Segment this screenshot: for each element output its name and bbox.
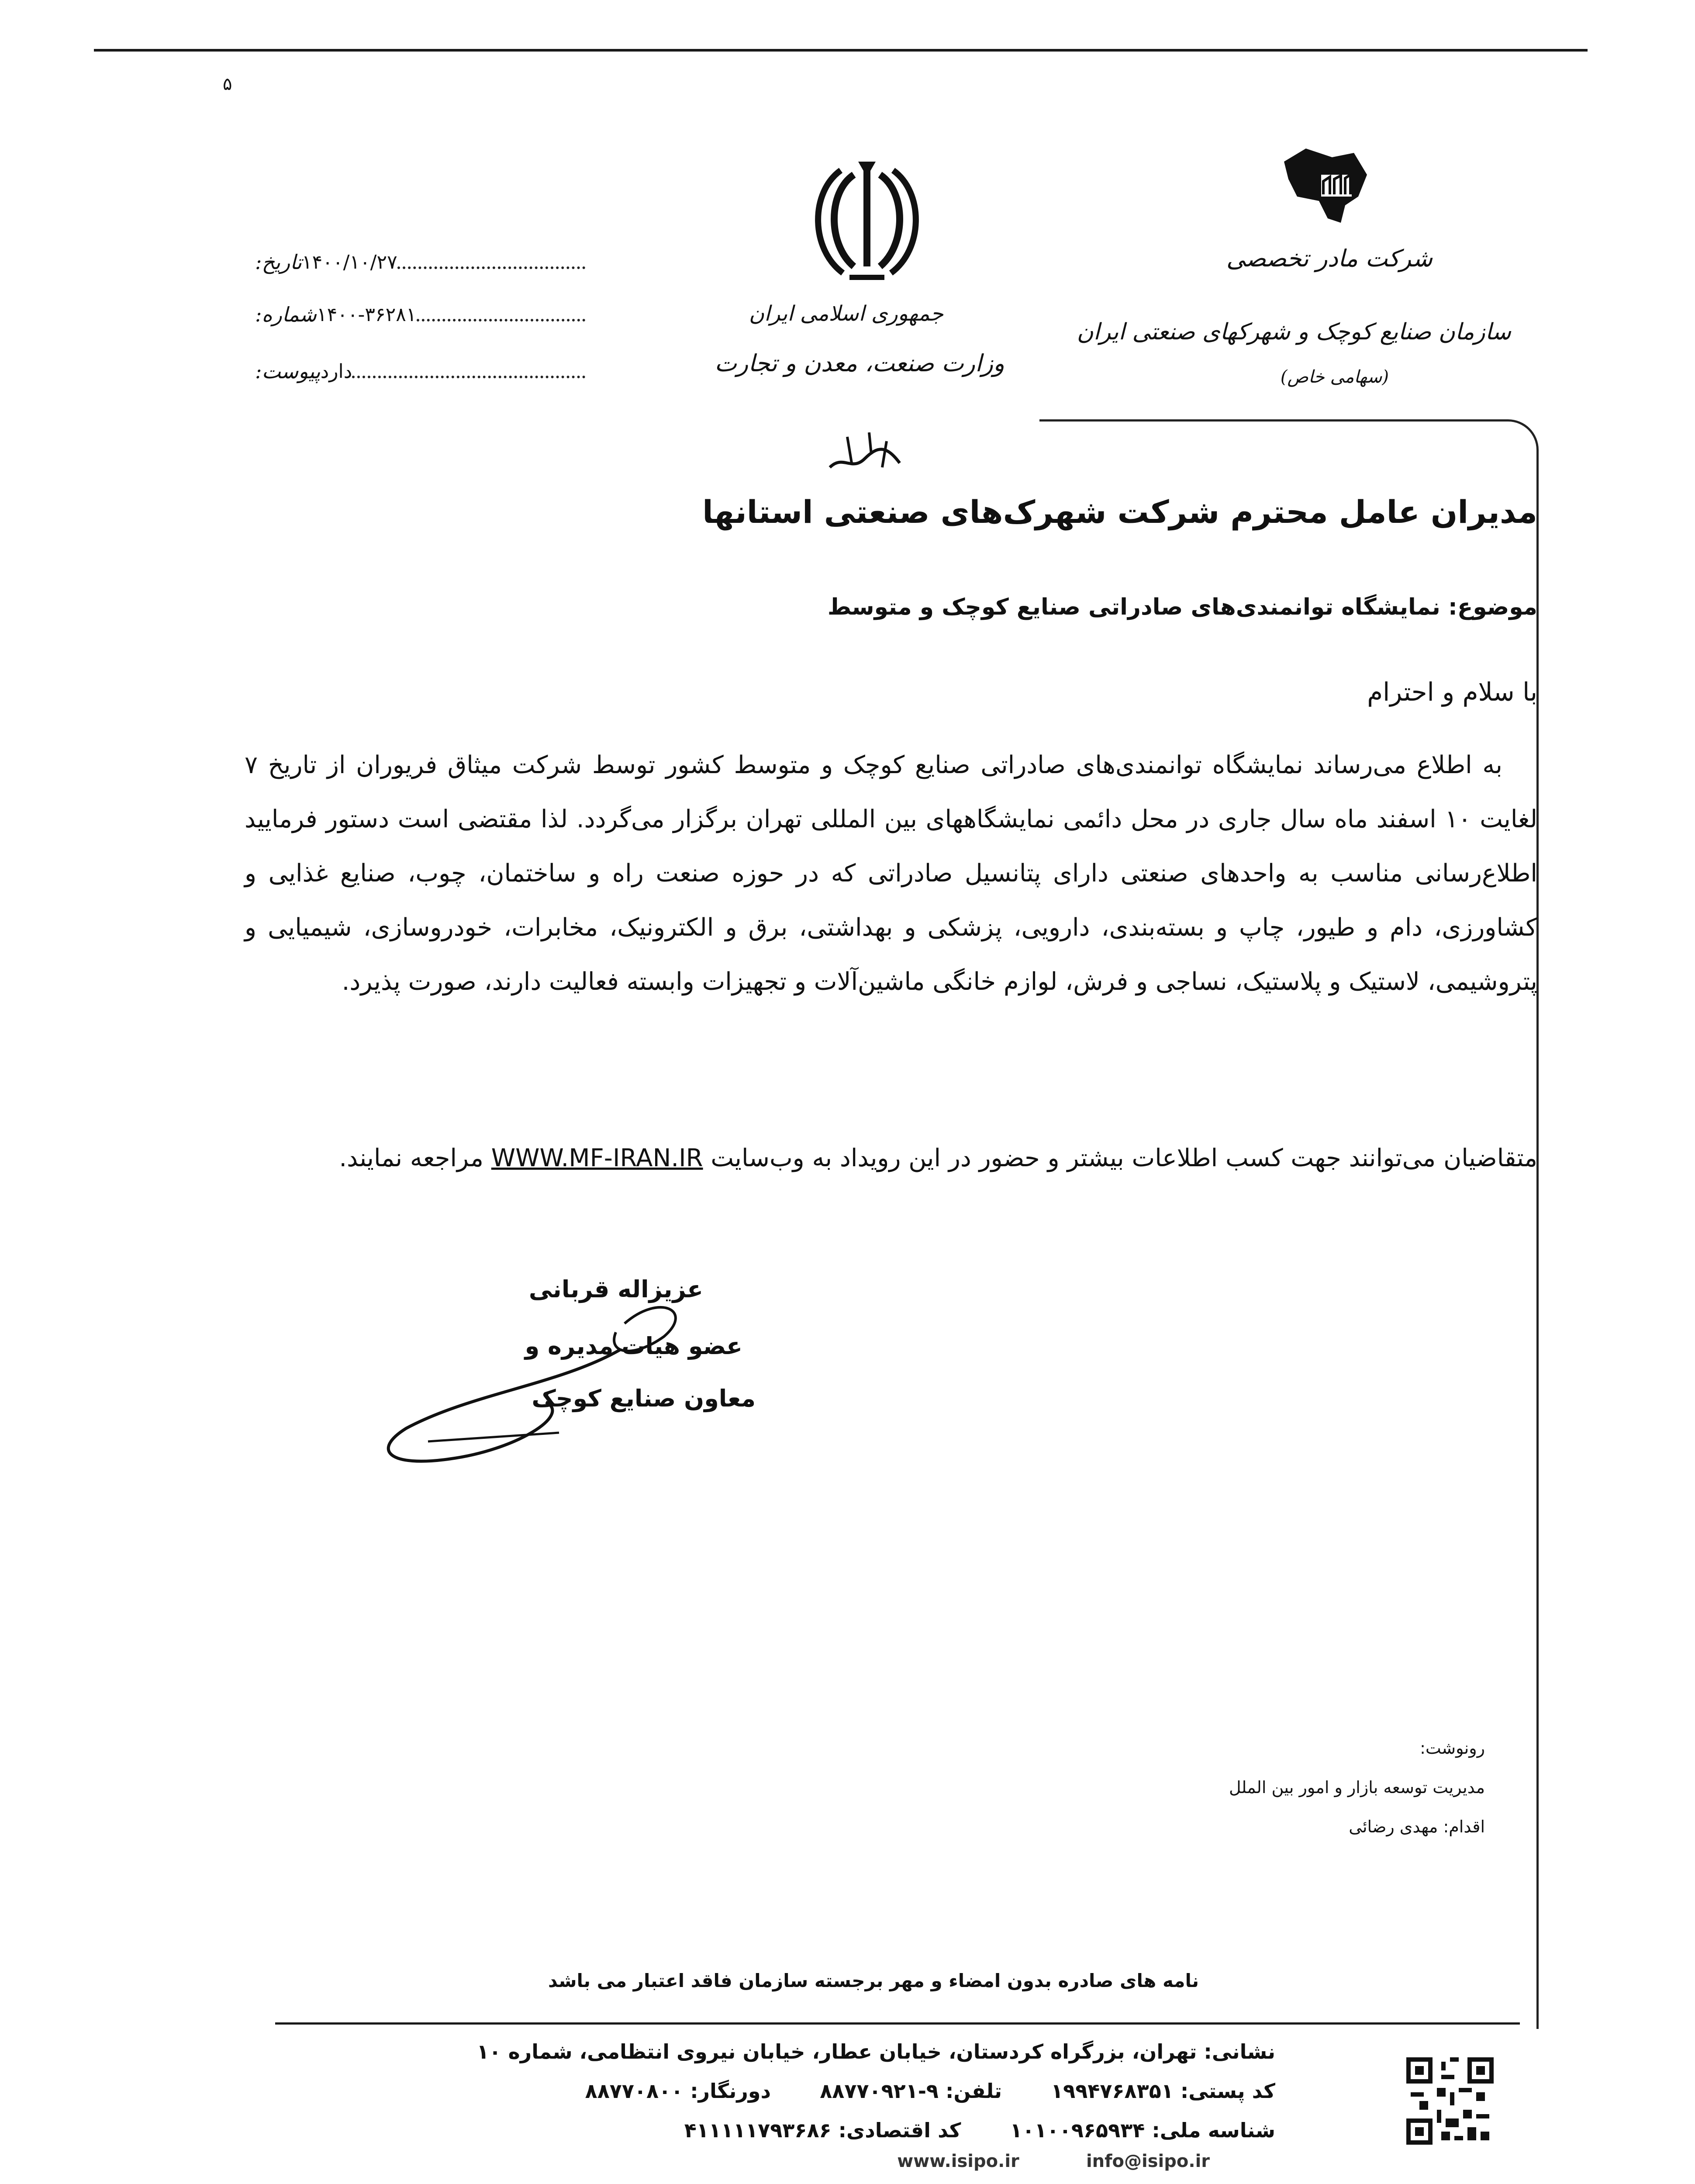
greeting: با سلام و احترام bbox=[1367, 677, 1537, 707]
handwritten-signature-icon bbox=[362, 1284, 721, 1476]
letter-body bbox=[236, 494, 1537, 1258]
org-type: (سهامی خاص) bbox=[1280, 367, 1389, 387]
signer-title-1: عضو هیات مدیره و bbox=[525, 1332, 742, 1360]
organization-header bbox=[1077, 144, 1511, 415]
date-label: تاریخ: bbox=[255, 250, 302, 274]
cc-action: اقدام: مهدی رضائی bbox=[1349, 1817, 1485, 1836]
org-name: سازمان صنایع کوچک و شهرکهای صنعتی ایران bbox=[1077, 319, 1511, 345]
closing-paragraph bbox=[245, 1131, 1537, 1185]
addressee: مدیران عامل محترم شرکت شهرک‌های صنعتی استانها bbox=[702, 494, 1537, 530]
date-value: ۱۴۰۰/۱۰/۲۷ bbox=[302, 251, 397, 273]
gov-ministry: وزارت صنعت، معدن و تجارت bbox=[715, 349, 1005, 377]
body-paragraph: به اطلاع می‌رساند نمایشگاه توانمندی‌های صادراتی صنایع کوچک و متوسط کشور توسط شرکت میثاق فریوران از تاریخ ۷ لغایت ۱۰ اسفند ماه سال جاری در محل دائمی نمایشگاههای بین المللی تهران برگزار می‌گردد. لذا مقتضی است دستور فرمایید اطلاع‌رسانی مناسب به واحدهای صنعتی دارای پتانسیل صادراتی که در حوزه صنعت راه و ساختمان، چوب، صنایع غذایی و کشاورزی، دام و طیور، چاپ و بسته‌بندی، دارویی، پزشکی و بهداشتی، برق و الکترونیک، مخابرات، خودروسازی، شیمیایی و پتروشیمی، لاستیک و پلاستیک، نساجی و فرش، لوازم خانگی ماشین‌آلات و تجهیزات وابسته فعالیت دارند، صورت پذیرد. bbox=[245, 751, 1538, 996]
footer-email[interactable]: info@isipo.ir bbox=[1086, 2151, 1210, 2171]
footer-ids bbox=[684, 2118, 1275, 2142]
letter-meta bbox=[245, 245, 585, 402]
date-row bbox=[245, 245, 585, 280]
signature-block bbox=[437, 1275, 756, 1476]
signer-title-2: معاون صنایع کوچک bbox=[532, 1385, 756, 1412]
footer-fax: دورنگار: ۸۸۷۷۰۸۰۰ bbox=[585, 2079, 771, 2103]
gov-country: جمهوری اسلامی ایران bbox=[749, 301, 943, 326]
footer-phones bbox=[585, 2079, 1275, 2103]
attachment-dots bbox=[352, 376, 585, 378]
closing-text-start: متقاضیان می‌توانند جهت کسب اطلاعات بیشتر و حضور در این رویداد به وب‌سایت bbox=[711, 1144, 1537, 1172]
footer-economic-code: کد اقتصادی: ۴۱۱۱۱۱۷۹۳۶۸۶ bbox=[684, 2118, 961, 2142]
organization-logo-icon bbox=[1280, 144, 1376, 227]
footer-web-row bbox=[897, 2151, 1210, 2171]
footer-website[interactable]: www.isipo.ir bbox=[897, 2151, 1019, 2171]
attachment-label: پیوست: bbox=[255, 359, 321, 383]
subject-text: نمایشگاه توانمندی‌های صادراتی صنایع کوچک و متوسط bbox=[827, 594, 1440, 620]
footer-address: نشانی: تهران، بزرگراه کردستان، خیابان عطار، خیابان نیروی انتظامی، شماره ۱۰ bbox=[476, 2040, 1275, 2063]
footer-contact bbox=[437, 2031, 1275, 2180]
carbon-copy bbox=[1179, 1738, 1485, 1870]
subject-line bbox=[828, 594, 1537, 620]
number-dots bbox=[417, 319, 585, 321]
cc-recipient: مدیریت توسعه بازار و امور بین الملل bbox=[1229, 1778, 1485, 1797]
footer-postal: کد پستی: ۱۹۹۴۷۶۸۳۵۱ bbox=[1051, 2079, 1275, 2103]
bismillah-mark-icon bbox=[821, 419, 908, 485]
cc-heading: رونوشت: bbox=[1420, 1738, 1485, 1758]
date-dots bbox=[397, 266, 585, 269]
validity-notice: نامه های صادره بدون امضاء و مهر برجسته سازمان فاقد اعتبار می باشد bbox=[548, 1970, 1199, 1991]
number-value: ۱۴۰۰-۳۶۲۸۱ bbox=[316, 303, 417, 326]
attachment-row bbox=[245, 354, 585, 389]
top-border-line bbox=[94, 49, 1588, 52]
signer-name: عزیزاله قربانی bbox=[528, 1275, 703, 1303]
footer-phone: تلفن: ۹-۸۸۷۷۰۹۲۱ bbox=[820, 2079, 1002, 2103]
website-link[interactable]: WWW.MF-IRAN.IR bbox=[491, 1144, 703, 1172]
qr-code-icon[interactable] bbox=[1406, 2057, 1494, 2145]
page-mark: ۵ bbox=[223, 74, 232, 94]
attachment-value: دارد bbox=[320, 360, 352, 383]
org-subtitle: شرکت مادر تخصصی bbox=[1226, 245, 1433, 272]
iran-emblem-icon bbox=[801, 157, 932, 288]
number-label: شماره: bbox=[255, 303, 317, 326]
government-header bbox=[715, 157, 1039, 402]
subject-label: موضوع: bbox=[1448, 594, 1537, 620]
footer-national-id: شناسه ملی: ۱۰۱۰۰۹۶۵۹۳۴ bbox=[1010, 2118, 1275, 2142]
closing-text-end: مراجعه نمایند. bbox=[339, 1144, 483, 1172]
number-row bbox=[245, 297, 585, 332]
